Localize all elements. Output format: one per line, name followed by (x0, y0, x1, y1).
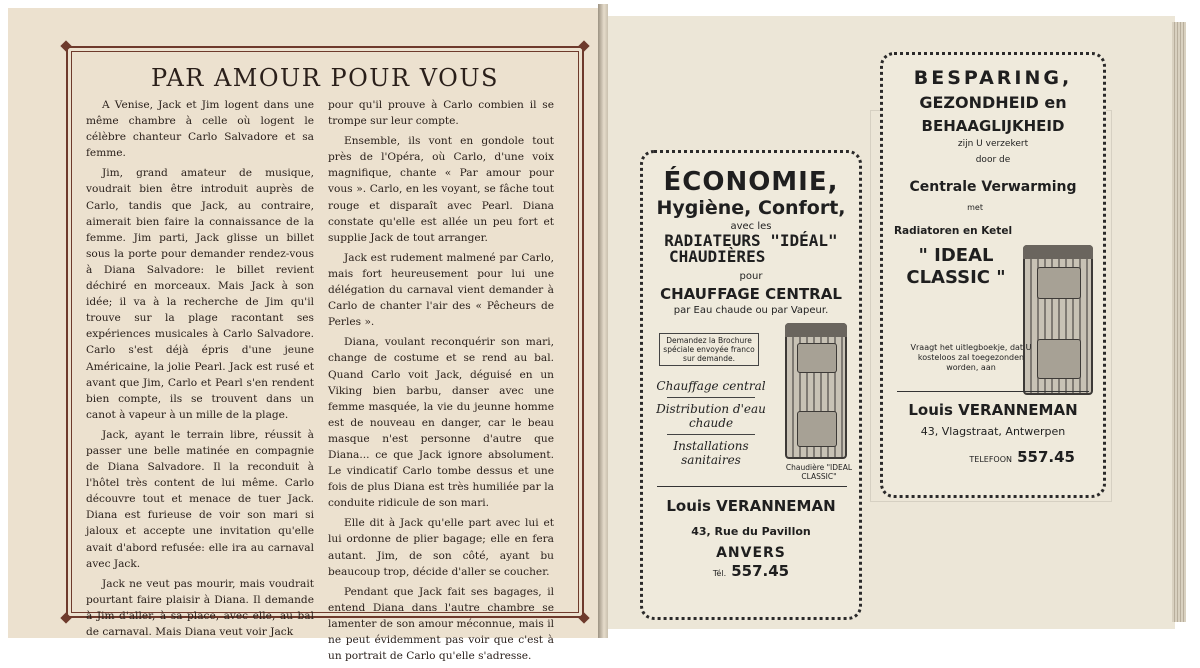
boiler-caption: Chaudière "IDEAL CLASSIC" (785, 463, 853, 481)
paragraph: Diana, voulant reconquérir son mari, change de costume et se rend au bal. Quand Carlo voit Jack, déguisé en un Viking bien barbu, danser avec une femme masquée, la vie du jeunne homme est de nouveau en danger, car le beau masque n'est personne d'autre que Diana... ce que Jack ignore absolument. Le vindicatif Carlo tombe dessus et une fois de plus Diana est très humiliée par la conduite ridicule de son mari. (328, 336, 554, 510)
ad-par: par Eau chaude ou par Vapeur. (673, 305, 829, 316)
ad-brand (643, 233, 859, 265)
ad-headline: BESPARING, (913, 67, 1073, 89)
ad-brand-line2: CHAUDIÈRES (669, 247, 766, 266)
ad-economie (640, 150, 862, 620)
paragraph: Jim, grand amateur de musique, voudrait bien être introduit auprès de Carlo, tandis que Jack, au contraire, aimerait bien faire la connaissance de la femme. Jim parti, Jack glisse un billet sous la porte pour demander rendez-vous à Diana Salvadore: le billet revient déchiré en morceaux. Mais Jack à son idée; il va à la recherche de Jim qu'il trouve sur la plage racontant ses expériences musicales à Carlo Salvadore. Carlo s'est déjà épris d'une jeune Américaine, la jolie Pearl. Jack est rusé et avant que Jim, Carlo et Pearl s'en rendent bien compte, ils se trouvent dans un canot à vapeur à un mille de la plage. (86, 167, 314, 421)
ad-note: Vraagt het uitlegboekje, dat U kosteloos zal toegezonden worden, aan (910, 343, 1032, 372)
ad-besparing (880, 52, 1106, 498)
ad-text: door de (975, 155, 1011, 165)
paragraph: Pendant que Jack fait ses bagages, il entend Diana dans l'autre chambre se lamenter de son amour méconnue, mais il ne peut évidemment pas voir que c'est à un portrait de Carlo qu'elle s'adresse. (328, 585, 554, 663)
ad-text: met (967, 203, 983, 212)
ad-headline-3: BEHAAGLIJKHEID (921, 117, 1065, 135)
ad-address: 43, Rue du Pavillon (691, 525, 811, 538)
ad-services (651, 375, 771, 471)
tel-number: 557.45 (1017, 448, 1075, 466)
paragraph: Jack, ayant le terrain libre, réussit à passer une belle matinée en compagnie de Diana Salvadore. Il la reconduit à l'hôtel très content de lui même. Carlo découvre tout et menace de tuer Jack. Diana est furieuse de voir son mari si jaloux et accepte une invitation qu'elle avait d'abord refusée: elle ira au carnaval avec Jack. (86, 428, 314, 570)
paragraph: Ensemble, ils vont en gondole tout près de l'Opéra, où Carlo, d'une voix magnifique, chante « Par amour pour vous ». Carlo, en les voyant, se fâche tout rouge et disparaît avec Pearl. Diana constate qu'elle est allée un peu fort et supplie Jack de tout arranger. (328, 135, 554, 244)
paragraph: Elle dit à Jack qu'elle part avec lui et lui ordonne de plier bagage; elle en fera autant. Jim, de son côté, ayant bu beaucoup trop, décide d'aller se coucher. (328, 517, 554, 578)
article-column-right (328, 97, 554, 668)
ad-company: Louis VERANNEMAN (666, 497, 836, 515)
ad-subhead: Hygiène, Confort, (656, 197, 846, 219)
book-gutter (598, 4, 608, 638)
tel-number: 557.45 (731, 562, 790, 580)
ad-radiators: Radiatoren en Ketel (893, 225, 1013, 237)
tel-label: Tél. (712, 569, 727, 578)
divider (657, 486, 847, 487)
paragraph: Jack ne veut pas mourir, mais voudrait pourtant faire plaisir à Diana. Il demande à Jim d'aller, à sa place, avec elle, au bal de carnaval. Mais Diana veut voir Jack (86, 577, 314, 638)
ad-service-item: Distribution d'eau chaude (656, 402, 766, 430)
ad-pour: pour (739, 271, 763, 282)
ad-telephone (643, 561, 859, 580)
ad-headline-2: GEZONDHEID en (919, 93, 1067, 112)
article-column-left (86, 97, 314, 644)
boiler-illustration (785, 323, 847, 459)
ad-headline: ÉCONOMIE, (663, 167, 839, 197)
paragraph: pour qu'il prouve à Carlo combien il se trompe sur leur compte. (328, 99, 554, 128)
ad-address: 43, Vlagstraat, Antwerpen (920, 425, 1066, 438)
ad-brand-line1: RADIATEURS "IDÉAL" (664, 231, 838, 250)
ad-avec: avec les (730, 221, 772, 232)
ad-text: zijn U verzekert (957, 139, 1029, 149)
article-title: PAR AMOUR POUR VOUS (151, 64, 499, 92)
tel-label: TELEFOON (969, 455, 1013, 464)
ad-heating: Centrale Verwarming (909, 179, 1077, 195)
ad-telephone (883, 447, 1103, 466)
paragraph: Jack est rudement malmené par Carlo, mais fort heureusement pour lui une délégation du carnaval vient demander à Carlo de chanter l'air des « Pêcheurs de Perles ». (328, 251, 554, 329)
page-edges (1172, 22, 1186, 622)
ad-city: ANVERS (716, 545, 786, 561)
ad-chauffage: CHAUFFAGE CENTRAL (660, 285, 842, 303)
ad-brochure-note: Demandez la Brochure spéciale envoyée franco sur demande. (659, 333, 759, 366)
paragraph: A Venise, Jack et Jim logent dans une même chambre à celle où logent le célèbre chanteur Carlo Salvadore et sa femme. (86, 99, 314, 160)
ad-company: Louis VERANNEMAN (908, 401, 1078, 419)
ad-service-item: Installations sanitaires (673, 439, 749, 467)
ad-product: " IDEAL CLASSIC " (906, 245, 1006, 288)
divider (897, 391, 1089, 392)
ad-service-item: Chauffage central (656, 379, 766, 393)
